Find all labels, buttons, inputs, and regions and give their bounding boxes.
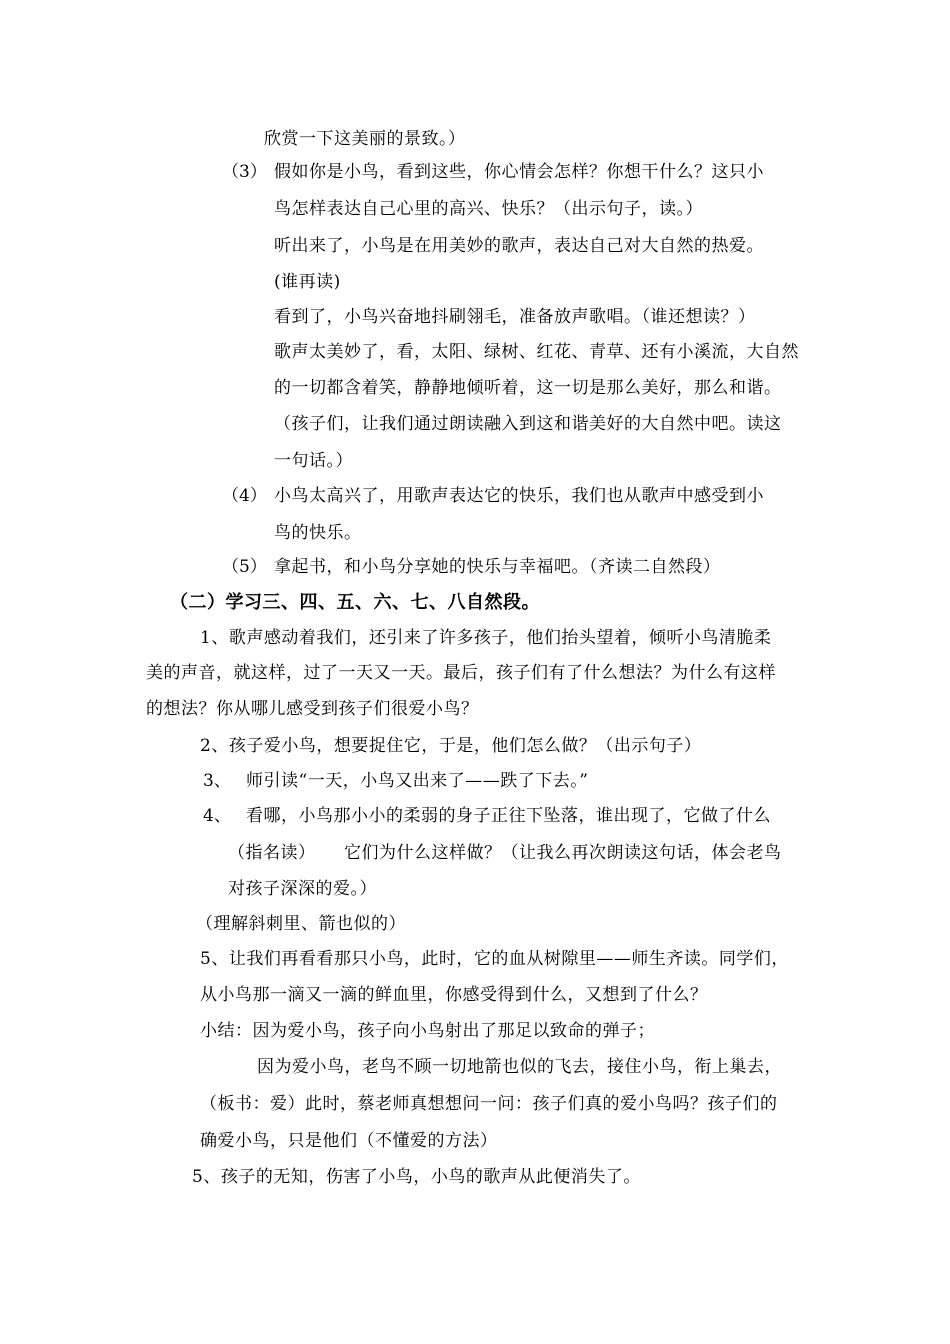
text-line: 看到了，小鸟兴奋地抖刷翎毛，准备放声歌唱。（谁还想读？） [274,307,756,327]
text-line: 从小鸟那一滴又一滴的鲜血里，你感受得到什么，又想到了什么？ [200,985,708,1005]
text-line: 歌声太美妙了，看，太阳、绿树、红花、青草、还有小溪流，大自然 [274,342,799,362]
text-line: （孩子们，让我们通过朗读融入到这和谐美好的大自然中吧。读这 [274,414,782,434]
text-line: 鸟怎样表达自己心里的高兴、快乐？（出示句子，读。） [274,199,703,219]
text-line: 看哪，小鸟那小小的柔弱的身子正往下坠落，谁出现了，它做了什么 [246,806,771,826]
text-line: （板书：爱）此时，蔡老师真想想问一问：孩子们真的爱小鸟吗？孩子们的 [200,1094,778,1114]
item-number: （4） [222,486,267,506]
text-line: 欣赏一下这美丽的景致。） [264,129,466,149]
text-line: 5、孩子的无知，伤害了小鸟，小鸟的歌声从此便消失了。 [192,1167,641,1187]
text-line: 它们为什么这样做？（让我么再次朗读这句话，体会老鸟 [344,843,782,863]
text-line: 的一切都含着笑，静静地倾听着，这一切是那么美好，那么和谐。 [274,378,782,398]
text-line: （指名读） [228,843,316,863]
text-line: (谁再读) [274,272,341,292]
text-line: 1、歌声感动着我们，还引来了许多孩子，他们抬头望着，倾听小鸟清脆柔 [200,628,772,648]
section-heading: （二）学习三、四、五、六、七、八自然段。 [170,592,540,613]
text-line: 5、让我们再看看那只小鸟，此时，它的血从树隙里——师生齐读。同学们， [200,949,789,969]
text-line: 对孩子深深的爱。） [228,879,377,899]
text-line: 确爱小鸟，只是他们（不懂爱的方法） [200,1131,498,1151]
item-number: （3） [222,162,267,182]
text-line: 鸟的快乐。 [274,523,362,543]
text-line: 听出来了，小鸟是在用美妙的歌声，表达自己对大自然的热爱。 [274,236,764,256]
text-line: 师引读“一天，小鸟又出来了——跌了下去。” [246,771,589,791]
item-number: （5） [222,557,267,577]
text-line: 的想法？你从哪儿感受到孩子们很爱小鸟？ [146,699,479,719]
item-number: 3、 [203,771,231,791]
text-line: 美的声音，就这样，过了一天又一天。最后，孩子们有了什么想法？为什么有这样 [146,663,776,683]
text-line: 假如你是小鸟，看到这些，你心情会怎样？你想干什么？这只小 [274,162,764,182]
text-line: 一句话。） [274,451,353,471]
text-line: 2、孩子爱小鸟，想要捉住它，于是，他们怎么做？（出示句子） [200,736,702,756]
text-line: 因为爱小鸟，老鸟不顾一切地箭也似的飞去，接住小鸟，衔上巢去， [257,1057,782,1077]
item-number: 4、 [203,806,231,826]
text-line: （理解斜刺里、箭也似的） [196,914,406,934]
text-line: 小结：因为爱小鸟，孩子向小鸟射出了那足以致命的弹子； [200,1021,655,1041]
text-line: 小鸟太高兴了，用歌声表达它的快乐，我们也从歌声中感受到小 [274,486,764,506]
text-line: 拿起书，和小鸟分享她的快乐与幸福吧。（齐读二自然段） [274,557,721,577]
